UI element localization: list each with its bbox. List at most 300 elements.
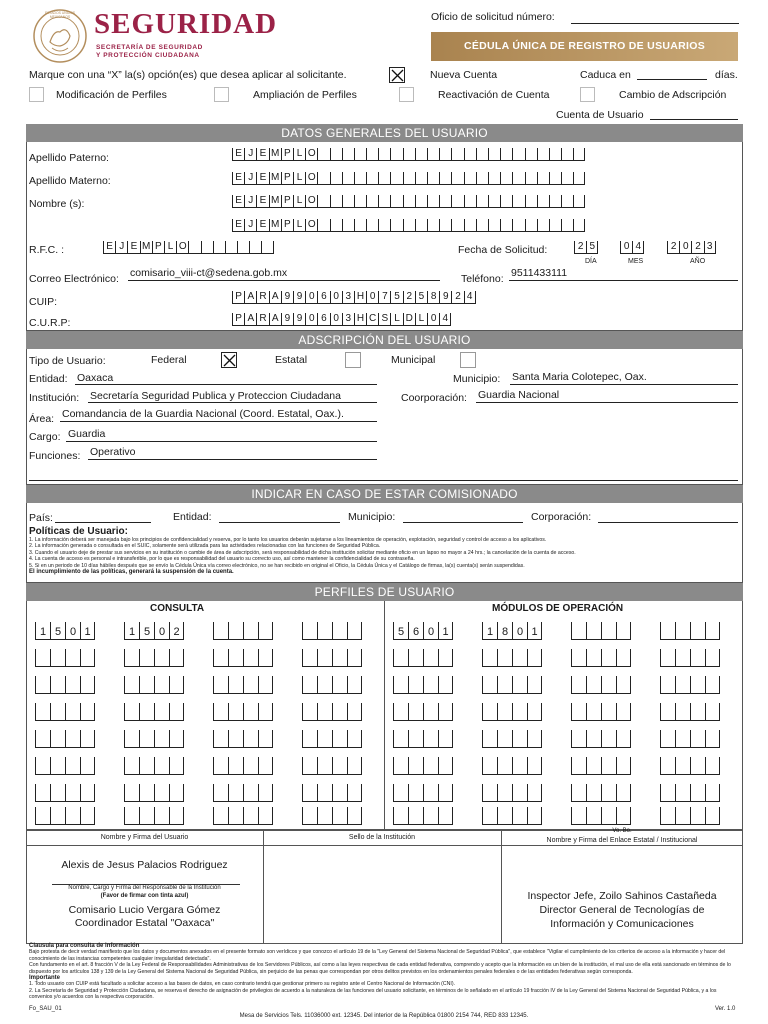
code-digit (616, 676, 631, 694)
char-cell: 9 (293, 313, 305, 326)
modulo-code-field[interactable] (482, 622, 542, 640)
consulta-code-field[interactable] (124, 649, 184, 667)
char-cell: P (281, 172, 293, 185)
caduca-input[interactable] (637, 68, 707, 80)
char-cell (403, 172, 415, 185)
enlace-firma-label: Nombre y Firma del Enlace Estatal / Institucional (546, 837, 698, 844)
nombre-label: Nombre (s): (29, 198, 85, 210)
code-digit (586, 649, 601, 667)
code-digit (243, 784, 258, 802)
code-digit (302, 807, 317, 825)
code-digit (213, 730, 228, 748)
code-digit (423, 649, 438, 667)
cuenta-usuario-input[interactable] (650, 108, 738, 120)
code-digit (317, 784, 332, 802)
char-cell (403, 219, 415, 232)
modificacion-checkbox[interactable] (29, 87, 44, 102)
modulo-code-field[interactable] (571, 784, 631, 802)
modulo-code-field[interactable] (660, 730, 720, 748)
anio-caption: AÑO (690, 258, 706, 265)
consulta-code-field[interactable] (302, 622, 362, 640)
municipal-checkbox[interactable] (460, 352, 476, 368)
cargo-field[interactable] (66, 428, 377, 442)
federal-checkbox[interactable] (221, 352, 237, 368)
code-digit (616, 807, 631, 825)
code-digit (332, 730, 347, 748)
char-cell (354, 172, 366, 185)
enlace-nombre: Inspector Jefe, Zoilo Sahinos Castañeda (527, 890, 717, 902)
code-digit: 0 (512, 622, 527, 640)
code-digit (660, 807, 675, 825)
code-digit (35, 676, 50, 694)
consulta-code-field[interactable] (302, 784, 362, 802)
consulta-code-field[interactable] (35, 676, 95, 694)
code-digit (527, 807, 542, 825)
code-digit (80, 757, 95, 775)
modulo-code-field[interactable] (482, 784, 542, 802)
modulo-code-field[interactable] (571, 757, 631, 775)
char-cell (366, 172, 378, 185)
consulta-code-field[interactable] (35, 784, 95, 802)
modulo-code-field[interactable] (571, 649, 631, 667)
char-cell (549, 219, 561, 232)
consulta-code-field[interactable] (124, 757, 184, 775)
code-digit (601, 807, 616, 825)
responsable-nombre: Comisario Lucio Vergara Gómez (68, 904, 221, 916)
code-digit (705, 757, 720, 775)
char-cell (366, 219, 378, 232)
code-digit (213, 757, 228, 775)
funciones-value: Operativo (90, 446, 136, 458)
consulta-code-field[interactable] (35, 622, 95, 640)
pais-field[interactable] (55, 510, 151, 523)
code-digit (228, 622, 243, 640)
code-digit (302, 622, 317, 640)
consulta-code-field[interactable] (213, 703, 273, 721)
institucion-value: Secretaría Seguridad Publica y Proteccion Ciudadana (90, 390, 341, 402)
code-digit (690, 807, 705, 825)
char-cell (403, 195, 415, 208)
cambio-checkbox[interactable] (580, 87, 595, 102)
char-cell: O (305, 172, 317, 185)
consulta-code-field[interactable] (213, 757, 273, 775)
consulta-code-field[interactable] (213, 784, 273, 802)
modulo-code-field[interactable] (482, 649, 542, 667)
code-digit (675, 730, 690, 748)
code-digit (438, 784, 453, 802)
code-digit (660, 703, 675, 721)
municipio-value: Santa Maria Colotepec, Oax. (512, 371, 647, 383)
com-municipio-label: Municipio: (348, 511, 396, 523)
char-cell: H (354, 291, 366, 304)
char-cell (476, 219, 488, 232)
mes-caption: MES (628, 258, 644, 265)
politica-1: 1. La información deberá ser manejada bajo los principios de confidencialidad y reserva, por lo tanto los usuarios deberán sujetarse a los lineamientos de operación, explotación, seguridad y control de acceso a los aplicativos. (29, 537, 547, 543)
consulta-code-field[interactable] (35, 730, 95, 748)
consulta-code-field[interactable] (302, 649, 362, 667)
modulo-code-field[interactable] (482, 676, 542, 694)
code-digit (258, 807, 273, 825)
footer-clausulas (29, 943, 741, 1001)
char-cell (317, 148, 329, 161)
char-cell: J (244, 195, 256, 208)
consulta-code-field[interactable] (213, 622, 273, 640)
code-digit (497, 649, 512, 667)
code-digit (317, 757, 332, 775)
code-digit (169, 757, 184, 775)
code-digit (169, 807, 184, 825)
code-digit (124, 757, 139, 775)
modificacion-label: Modificación de Perfiles (56, 89, 167, 101)
code-digit (154, 807, 169, 825)
ampliacion-checkbox[interactable] (214, 87, 229, 102)
consulta-code-field[interactable] (124, 703, 184, 721)
modulo-code-field[interactable] (393, 676, 453, 694)
code-digit (393, 649, 408, 667)
code-digit: 1 (124, 622, 139, 640)
char-cell (201, 241, 213, 254)
code-digit (80, 807, 95, 825)
char-cell (488, 195, 500, 208)
sello-label: Sello de la Institución (348, 834, 416, 841)
code-digit (65, 807, 80, 825)
char-cell: 2 (451, 291, 463, 304)
consulta-code-field[interactable] (35, 757, 95, 775)
char-cell (451, 195, 463, 208)
code-digit (169, 649, 184, 667)
tipo-usuario-label: Tipo de Usuario: (29, 355, 106, 367)
char-cell (427, 195, 439, 208)
code-digit (690, 730, 705, 748)
institucion-label: Institución: (29, 392, 80, 404)
code-digit (527, 676, 542, 694)
code-digit (65, 703, 80, 721)
char-cell (225, 241, 237, 254)
modulo-code-field[interactable] (393, 757, 453, 775)
char-cell: 6 (317, 313, 329, 326)
code-digit (347, 730, 362, 748)
char-cell: E (256, 219, 268, 232)
char-cell: D (403, 313, 415, 326)
modulo-code-field[interactable] (660, 649, 720, 667)
char-cell (317, 219, 329, 232)
char-cell: 9 (281, 313, 293, 326)
consulta-code-field[interactable] (124, 784, 184, 802)
modulo-code-field[interactable] (571, 676, 631, 694)
modulo-code-field[interactable] (393, 703, 453, 721)
code-digit: 5 (50, 622, 65, 640)
char-cell: E (232, 219, 244, 232)
logo-subtitle-2: Y PROTECCIÓN CIUDADANA (96, 52, 200, 59)
oficio-label: Oficio de solicitud número: (431, 11, 555, 23)
code-digit (154, 676, 169, 694)
consulta-code-field[interactable] (124, 807, 184, 825)
code-digit (675, 757, 690, 775)
char-cell: O (305, 195, 317, 208)
code-digit (690, 703, 705, 721)
code-digit (65, 649, 80, 667)
char-cell (561, 219, 573, 232)
code-digit (243, 676, 258, 694)
code-digit (139, 784, 154, 802)
char-cell (525, 195, 537, 208)
code-digit (616, 703, 631, 721)
rfc-field[interactable] (103, 241, 274, 254)
nombre-field-2[interactable] (232, 219, 585, 232)
code-digit (35, 757, 50, 775)
cambio-label: Cambio de Adscripción (619, 89, 727, 101)
modulo-code-field[interactable] (482, 757, 542, 775)
char-cell: M (269, 195, 281, 208)
code-digit (80, 784, 95, 802)
code-digit: 0 (65, 622, 80, 640)
char-cell: L (293, 148, 305, 161)
char-cell: E (256, 148, 268, 161)
char-cell (354, 148, 366, 161)
code-digit (512, 807, 527, 825)
code-digit (512, 676, 527, 694)
char-cell: 0 (305, 291, 317, 304)
code-digit (243, 757, 258, 775)
char-cell (415, 172, 427, 185)
com-municipio-field[interactable] (403, 510, 523, 523)
consulta-code-field[interactable] (124, 730, 184, 748)
char-cell: J (244, 219, 256, 232)
code-digit (586, 784, 601, 802)
char-cell (439, 219, 451, 232)
consulta-code-field[interactable] (213, 807, 273, 825)
code-digit (705, 649, 720, 667)
code-digit (482, 784, 497, 802)
options-instruction: Marque con una “X” la(s) opción(es) que desea aplicar al solicitante. (29, 69, 347, 81)
code-digit: 5 (139, 622, 154, 640)
usuario-nombre: Alexis de Jesus Palacios Rodriguez (61, 859, 228, 871)
consulta-code-field[interactable] (302, 807, 362, 825)
char-cell: 7 (378, 291, 390, 304)
code-digit (258, 622, 273, 640)
char-cell (366, 195, 378, 208)
code-digit (660, 757, 675, 775)
code-digit (302, 784, 317, 802)
code-digit (302, 703, 317, 721)
code-digit (332, 703, 347, 721)
char-cell (317, 172, 329, 185)
modulo-code-field[interactable] (660, 703, 720, 721)
char-cell (476, 148, 488, 161)
code-digit (408, 784, 423, 802)
comisionado-section-header: INDICAR EN CASO DE ESTAR COMISIONADO (26, 485, 743, 503)
code-digit (527, 757, 542, 775)
code-digit (675, 622, 690, 640)
importante-2: 2. La Secretaría de Seguridad y Protección Ciudadana, se reserva el derecho de asignación de privilegios de acuerdo a la naturaleza de las funciones del usuario solicitante, en términos de lo señalado en el artículo 19 fracción IV de la Ley General del Sistema Nacional de Seguridad Pública, y a los convenios y/o acuerdos con la respectiva corporación. (29, 987, 717, 1001)
modulo-code-field[interactable] (393, 730, 453, 748)
consulta-code-field[interactable] (302, 757, 362, 775)
fecha-dia-field[interactable] (574, 241, 598, 254)
consulta-code-field[interactable] (124, 622, 184, 640)
apellido-materno-field[interactable] (232, 172, 585, 185)
char-cell (537, 195, 549, 208)
code-digit (497, 807, 512, 825)
curp-label: C.U.R.P: (29, 317, 71, 329)
modulo-code-field[interactable] (393, 784, 453, 802)
estatal-checkbox[interactable] (345, 352, 361, 368)
code-digit (438, 807, 453, 825)
char-cell: L (293, 195, 305, 208)
responsable-label: Nombre, Cargo y Firma del Responsable de la Institución (68, 885, 221, 891)
char-cell (488, 172, 500, 185)
consulta-code-field[interactable] (213, 676, 273, 694)
com-entidad-label: Entidad: (173, 511, 212, 523)
nueva-cuenta-checkbox[interactable] (389, 67, 405, 83)
modulo-code-field[interactable] (482, 703, 542, 721)
modulo-code-field[interactable] (482, 730, 542, 748)
cedula-banner-title: CÉDULA ÚNICA DE REGISTRO DE USUARIOS (463, 40, 706, 52)
code-digit (139, 757, 154, 775)
char-cell: M (269, 219, 281, 232)
com-entidad-field[interactable] (219, 510, 340, 523)
char-cell: R (256, 313, 268, 326)
modulo-code-field[interactable] (393, 649, 453, 667)
code-digit (243, 807, 258, 825)
consulta-code-field[interactable] (35, 649, 95, 667)
modulo-code-field[interactable] (660, 622, 720, 640)
cuip-field[interactable] (232, 291, 476, 304)
curp-field[interactable] (232, 313, 451, 326)
code-digit (50, 757, 65, 775)
char-cell: 3 (342, 313, 354, 326)
code-digit (243, 730, 258, 748)
consulta-code-field[interactable] (302, 676, 362, 694)
char-cell: E (232, 148, 244, 161)
char-cell: E (103, 241, 115, 254)
char-cell: 8 (427, 291, 439, 304)
char-cell (342, 172, 354, 185)
modulo-code-field[interactable] (571, 622, 631, 640)
enlace-cargo-1: Director General de Tecnologías de (539, 904, 705, 916)
code-digit (660, 622, 675, 640)
code-digit (512, 703, 527, 721)
code-digit (169, 784, 184, 802)
char-cell: 9 (281, 291, 293, 304)
modulo-code-field[interactable] (571, 730, 631, 748)
code-digit (616, 622, 631, 640)
code-digit (497, 676, 512, 694)
char-cell: 9 (439, 291, 451, 304)
char-cell (573, 148, 585, 161)
code-digit (35, 784, 50, 802)
modulo-code-field[interactable] (660, 784, 720, 802)
code-digit (408, 807, 423, 825)
char-cell (512, 195, 524, 208)
char-cell: S (378, 313, 390, 326)
apellido-paterno-field[interactable] (232, 148, 585, 161)
com-corporacion-label: Corporación: (531, 511, 592, 523)
form-code: Fo_SAU_01 (29, 1006, 62, 1012)
char-cell (573, 219, 585, 232)
char-cell: 2 (667, 241, 679, 254)
code-digit (243, 649, 258, 667)
code-digit (124, 807, 139, 825)
rfc-label: R.F.C. : (29, 244, 65, 256)
telefono-value: 9511433111 (511, 267, 568, 279)
usuario-firma-label: Nombre y Firma del Usuario (100, 834, 189, 841)
code-digit (332, 622, 347, 640)
char-cell (390, 219, 402, 232)
consulta-code-field[interactable] (35, 807, 95, 825)
entidad-field[interactable] (75, 371, 377, 385)
modulo-code-field[interactable] (482, 807, 542, 825)
code-digit (586, 676, 601, 694)
nueva-cuenta-label: Nueva Cuenta (430, 69, 498, 81)
com-corporacion-field[interactable] (598, 510, 738, 523)
funciones-field-2[interactable] (29, 466, 738, 481)
caduca-label: Caduca en (580, 69, 631, 81)
code-digit (347, 649, 362, 667)
oficio-input[interactable] (571, 10, 739, 24)
modulo-code-field[interactable] (393, 807, 453, 825)
modulo-code-field[interactable] (571, 807, 631, 825)
consulta-code-field[interactable] (302, 730, 362, 748)
char-cell (378, 219, 390, 232)
perfiles-section-header: PERFILES DE USUARIO (26, 583, 743, 601)
modulo-code-field[interactable] (571, 703, 631, 721)
code-digit (586, 703, 601, 721)
modulo-code-field[interactable] (660, 807, 720, 825)
char-cell: 3 (704, 241, 716, 254)
code-digit (228, 703, 243, 721)
consulta-code-field[interactable] (124, 676, 184, 694)
code-digit (705, 784, 720, 802)
code-digit (258, 676, 273, 694)
char-cell: J (244, 172, 256, 185)
code-digit: 5 (393, 622, 408, 640)
code-digit: 1 (482, 622, 497, 640)
char-cell: L (164, 241, 176, 254)
consulta-code-field[interactable] (302, 703, 362, 721)
code-digit (586, 622, 601, 640)
consulta-code-field[interactable] (213, 730, 273, 748)
reactivacion-checkbox[interactable] (399, 87, 414, 102)
char-cell: 0 (427, 313, 439, 326)
code-digit (228, 757, 243, 775)
char-cell: 4 (439, 313, 451, 326)
modulo-code-field[interactable] (660, 757, 720, 775)
char-cell (249, 241, 261, 254)
municipio-label: Municipio: (453, 373, 501, 385)
modulo-code-field[interactable] (660, 676, 720, 694)
clausula-text-2: Con fundamento en el art. 8 fracción V de la Ley Federal de Responsabilidades Administrativas de los Servidores Públicos, así como a las leyes respectivas de cada entidad federativa, comprendo y acepto que la información es un bien de la institución, el mal uso de ella está sancionado en términos de lo dispuesto por los artículos 138 y 139 de la Ley General del Sistema Nacional de Seguridad Pública, sin perjuicio de las penas que correspondan por otros delitos previstos en los ordenamientos penales federales o de las entidades federativas según corresponda. (29, 962, 731, 975)
char-cell: 5 (415, 291, 427, 304)
modulo-code-field[interactable] (393, 622, 453, 640)
char-cell: C (366, 313, 378, 326)
code-digit (512, 757, 527, 775)
char-cell (464, 172, 476, 185)
char-cell: L (415, 313, 427, 326)
ampliacion-label: Ampliación de Perfiles (253, 89, 357, 101)
code-digit (124, 784, 139, 802)
fecha-mes-field[interactable] (620, 241, 644, 254)
char-cell (261, 241, 273, 254)
consulta-code-field[interactable] (35, 703, 95, 721)
code-digit (571, 676, 586, 694)
consulta-code-field[interactable] (213, 649, 273, 667)
char-cell: 0 (305, 313, 317, 326)
fecha-anio-field[interactable] (667, 241, 716, 254)
nombre-field-1[interactable] (232, 195, 585, 208)
code-digit (393, 807, 408, 825)
code-digit (512, 649, 527, 667)
code-digit (50, 730, 65, 748)
